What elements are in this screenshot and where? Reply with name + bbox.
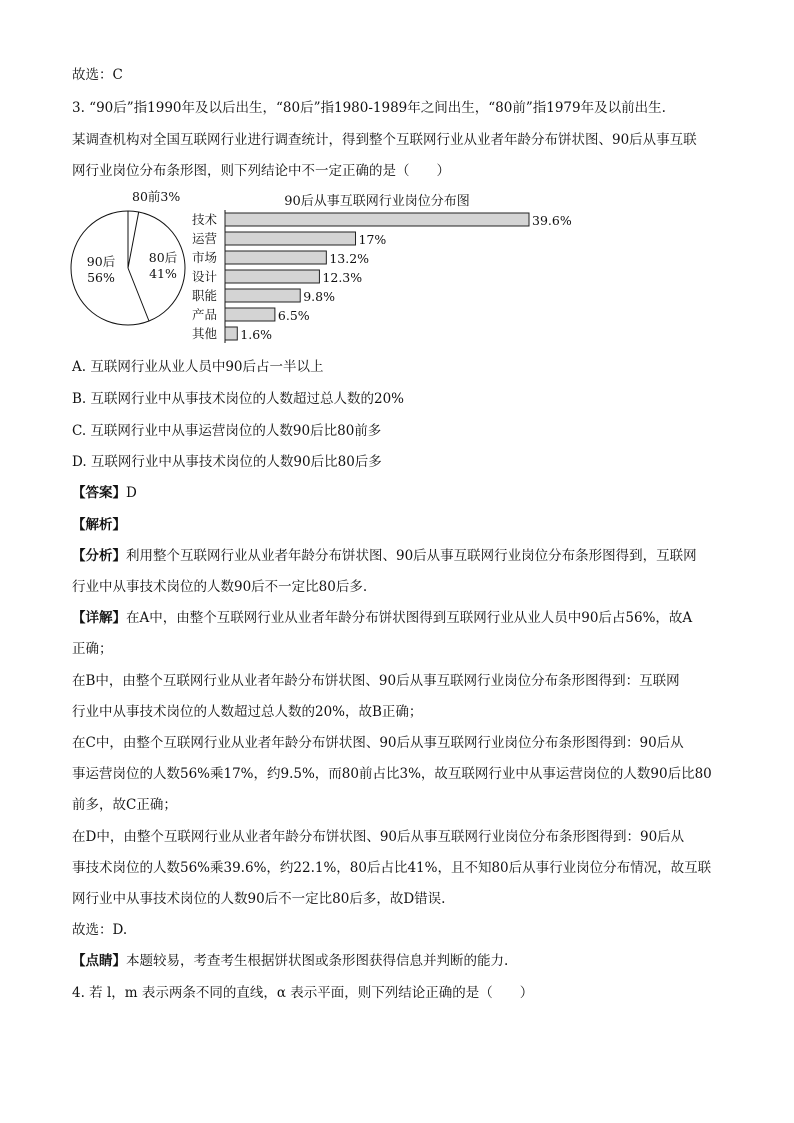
bar xyxy=(225,308,275,321)
xiangjie-d-line-3: 网行业中从事技术岗位的人数90后不一定比80后多，故D错误. xyxy=(72,891,446,907)
analysis-heading xyxy=(72,516,126,534)
dianjing-tag: 【点睛】 xyxy=(72,953,126,969)
bar-value-label: 17% xyxy=(358,232,387,247)
fenxi-line-1 xyxy=(72,547,697,565)
option-d: D. 互联网行业中从事技术岗位的人数90后比80后多 xyxy=(72,454,382,470)
bar-value-label: 13.2% xyxy=(329,251,370,266)
xiangjie-d-line-2: 事技术岗位的人数56%乘39.6%，约22.1%，80后占比41%，且不知80后从事行业岗位分布情况，故互联 xyxy=(72,860,712,876)
xiangjie-c-line-1: 在C中，由整个互联网行业从业者年龄分布饼状图、90后从事互联网行业岗位分布条形图得到：90后从 xyxy=(72,735,684,751)
xiangjie-b-line-2: 行业中从事技术岗位的人数超过总人数的20%，故B正确； xyxy=(72,704,423,720)
xiangjie-b-line-1: 在B中，由整个互联网行业从业者年龄分布饼状图、90后从事互联网行业岗位分布条形图得到：互联网 xyxy=(72,673,680,689)
fenxi-tag: 【分析】 xyxy=(72,548,126,564)
analysis-tag: 【解析】 xyxy=(72,517,126,533)
question-4-line: 4. 若 l，m 表示两条不同的直线，α 表示平面，则下列结论正确的是（ ） xyxy=(72,985,534,1001)
bar xyxy=(225,327,237,340)
final-choice-line: 故选：D. xyxy=(72,922,128,938)
answer-line xyxy=(72,484,137,502)
option-b: B. 互联网行业中从事技术岗位的人数超过总人数的20% xyxy=(72,391,405,407)
bar-value-label: 12.3% xyxy=(322,270,363,285)
bar-category-label: 职能 xyxy=(192,288,218,303)
bar-category-label: 技术 xyxy=(192,212,218,227)
pie-label-80qian: 80前3% xyxy=(132,190,181,204)
pie-label-80hou: 80后 xyxy=(148,250,178,265)
question-3-line-2: 某调查机构对全国互联网行业进行调查统计，得到整个互联网行业从业者年龄分布饼状图、90后从事互联 xyxy=(72,132,697,148)
xiangjie-c-line-3: 前多，故C正确； xyxy=(72,797,177,813)
bar-chart-title: 90后从事互联网行业岗位分布图 xyxy=(284,194,470,209)
question-3-line-3: 网行业岗位分布条形图，则下列结论中不一定正确的是（ ） xyxy=(72,163,450,179)
bar-value-label: 6.5% xyxy=(277,308,310,323)
question-3-intro: 3. “90后”指1990年及以后出生，“80后”指1980-1989年之间出生，“80前”指1979年及以前出生. xyxy=(72,100,666,116)
bar-category-label: 产品 xyxy=(192,307,218,322)
bar-category-label: 设计 xyxy=(192,269,218,284)
xiangjie-tag: 【详解】 xyxy=(72,610,126,626)
xiangjie-a-line-2: 正确； xyxy=(72,641,113,657)
answer-tag: 【答案】 xyxy=(72,485,126,501)
dianjing-text: 本题较易，考查考生根据饼状图或条形图获得信息并判断的能力. xyxy=(126,953,509,969)
question-3-figure xyxy=(70,190,630,350)
bar-value-label: 1.6% xyxy=(240,327,273,342)
pie-label-90hou: 90后 xyxy=(86,254,116,269)
pie-value-90hou: 56% xyxy=(87,270,115,285)
fenxi-line-2: 行业中从事技术岗位的人数90后不一定比80后多. xyxy=(72,579,368,595)
bar xyxy=(225,232,356,245)
option-a: A. 互联网行业从业人员中90后占一半以上 xyxy=(72,359,324,375)
option-c: C. 互联网行业中从事运营岗位的人数90后比80前多 xyxy=(72,423,382,439)
xiangjie-a-text-1: 在A中，由整个互联网行业从业者年龄分布饼状图得到互联网行业从业人员中90后占56%，故A xyxy=(126,610,693,626)
bar xyxy=(225,251,326,264)
dianjing-line xyxy=(72,952,508,970)
pie-value-80hou: 41% xyxy=(149,266,177,281)
fenxi-text-1: 利用整个互联网行业从业者年龄分布饼状图、90后从事互联网行业岗位分布条形图得到，互联网 xyxy=(126,548,697,564)
bar-category-label: 其他 xyxy=(192,326,218,341)
xiangjie-c-line-2: 事运营岗位的人数56%乘17%，约9.5%，而80前占比3%，故互联网行业中从事运营岗位的人数90后比80 xyxy=(72,766,712,782)
bar-category-label: 运营 xyxy=(192,231,218,246)
answer-value: D xyxy=(126,485,137,501)
charts-svg xyxy=(70,190,630,350)
bar-value-label: 9.8% xyxy=(303,289,335,304)
bar-category-label: 市场 xyxy=(192,250,218,265)
xiangjie-a-line-1 xyxy=(72,609,692,627)
xiangjie-d-line-1: 在D中，由整个互联网行业从业者年龄分布饼状图、90后从事互联网行业岗位分布条形图得到：90后从 xyxy=(72,829,685,845)
bar-value-label: 39.6% xyxy=(532,213,572,228)
bar xyxy=(225,213,529,226)
bar xyxy=(225,270,319,283)
previous-answer-line: 故选：C xyxy=(72,67,123,83)
bar xyxy=(225,289,300,302)
